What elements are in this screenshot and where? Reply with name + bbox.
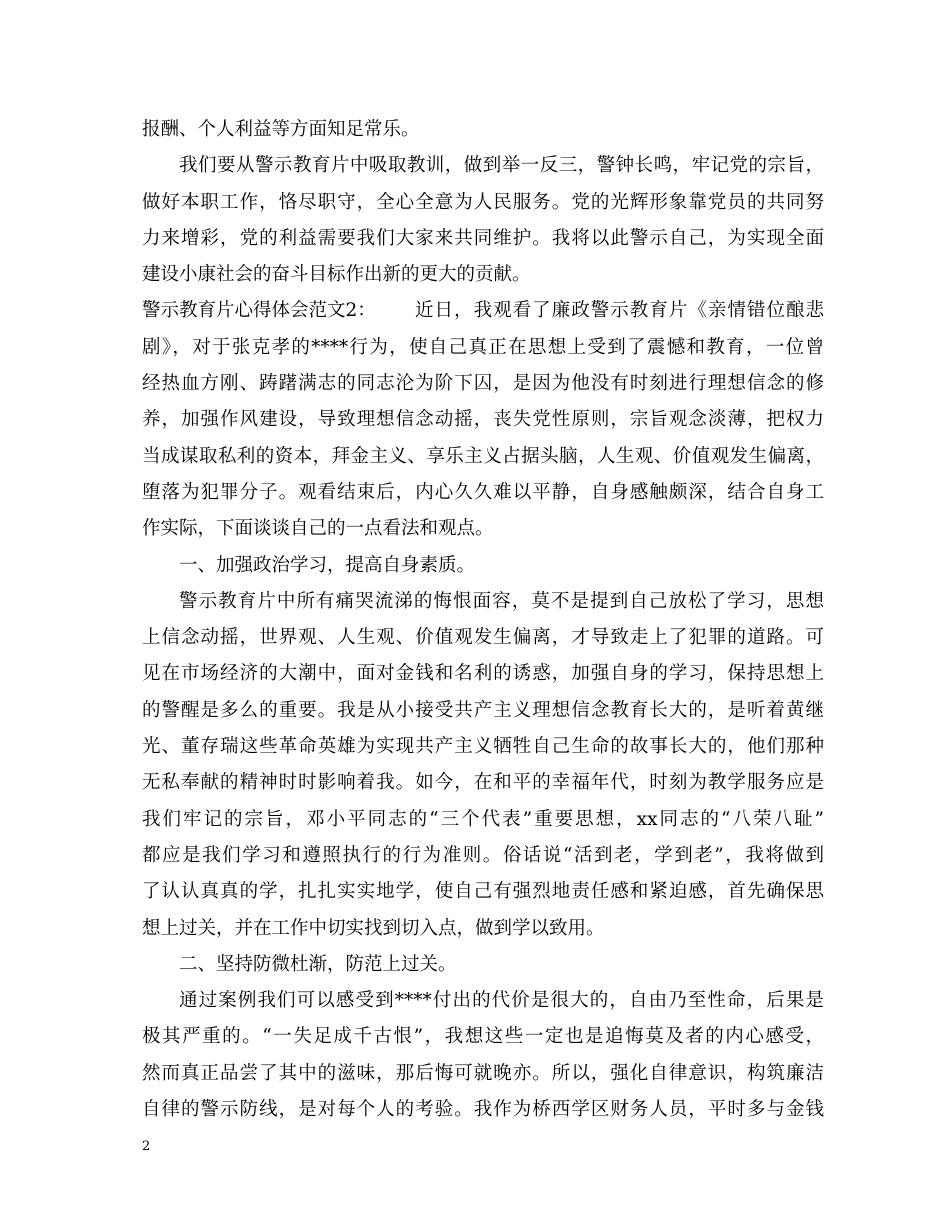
text-line: 经热血方刚、踌躇满志的同志沦为阶下囚，是因为他没有时刻进行理想信念的修 bbox=[142, 373, 824, 395]
text-line: 我们牢记的宗旨，邓小平同志的“三个代表”重要思想，xx同志的“八荣八耻” bbox=[142, 808, 824, 830]
text-line: 我们要从警示教育片中吸取教训，做到举一反三，警钟长鸣，牢记党的宗旨， bbox=[179, 155, 824, 177]
text-line: 自律的警示防线，是对每个人的考验。我作为桥西学区财务人员，平时多与金钱 bbox=[142, 1099, 824, 1121]
text-line: 报酬、个人利益等方面知足常乐。 bbox=[142, 119, 420, 140]
text-line: 做好本职工作，恪尽职守，全心全意为人民服务。党的光辉形象靠党员的共同努 bbox=[142, 191, 824, 213]
page-number: 2 bbox=[142, 1139, 151, 1154]
subheading-line: 一、加强政治学习，提高自身素质。 bbox=[179, 554, 476, 576]
text-line: 堕落为犯罪分子。观看结束后，内心久久难以平静，自身感触颇深，结合自身工 bbox=[142, 481, 824, 503]
text-line: 极其严重的。“一失足成千古恨”，我想这些一定也是追悔莫及者的内心感受， bbox=[142, 1026, 824, 1048]
section-heading-line bbox=[142, 293, 824, 329]
text-line: 力来增彩，党的利益需要我们大家来共同维护。我将以此警示自己，为实现全面 bbox=[142, 227, 824, 249]
text-line: 警示教育片中所有痛哭流涕的悔恨面容，莫不是提到自己放松了学习，思想 bbox=[179, 590, 824, 612]
text-line: 见在市场经济的大潮中，面对金钱和名利的诱惑，加强自身的学习，保持思想上 bbox=[142, 663, 824, 685]
text-line: 都应是我们学习和遵照执行的行为准则。俗话说“活到老，学到老”，我将做到 bbox=[142, 844, 824, 866]
text-line: 作实际，下面谈谈自己的一点看法和观点。 bbox=[142, 518, 494, 540]
text-line: 无私奉献的精神时时影响着我。如今，在和平的幸福年代，时刻为教学服务应是 bbox=[142, 772, 824, 794]
text-line: 然而真正品尝了其中的滋味，那后悔可就晚亦。所以，强化自律意识，构筑廉洁 bbox=[142, 1062, 824, 1084]
section-heading: 警示教育片心得体会范文2： bbox=[142, 300, 376, 322]
text-line: 当成谋取私利的资本，拜金主义、享乐主义占据头脑，人生观、价值观发生偏离， bbox=[142, 445, 824, 467]
text-line: 近日，我观看了廉政警示教育片《亲情错位酿悲 bbox=[415, 300, 824, 322]
text-line: 光、董存瑞这些革命英雄为实现共产主义牺牲自己生命的故事长大的，他们那种 bbox=[142, 736, 824, 758]
text-line: 的警醒是多么的重要。我是从小接受共产主义理想信念教育长大的，是听着黄继 bbox=[142, 699, 824, 721]
text-line: 剧》，对于张克孝的****行为，使自己真正在思想上受到了震憾和教育，一位曾 bbox=[142, 336, 824, 358]
text-line: 通过案例我们可以感受到****付出的代价是很大的，自由乃至性命，后果是 bbox=[179, 990, 824, 1012]
text-line: 上信念动摇，世界观、人生观、价值观发生偏离，才导致走上了犯罪的道路。可 bbox=[142, 627, 824, 649]
subheading-line: 二、坚持防微杜渐，防范上过关。 bbox=[179, 953, 457, 975]
text-line: 建设小康社会的奋斗目标作出新的更大的贡献。 bbox=[142, 264, 531, 286]
text-line: 想上过关，并在工作中切实找到切入点，做到学以致用。 bbox=[142, 917, 605, 939]
text-line: 养，加强作风建设，导致理想信念动摇，丧失党性原则，宗旨观念淡薄，把权力 bbox=[142, 409, 824, 431]
document-body bbox=[142, 112, 824, 1128]
text-line: 了认认真真的学，扎扎实实地学，使自己有强烈地责任感和紧迫感，首先确保思 bbox=[142, 881, 824, 903]
